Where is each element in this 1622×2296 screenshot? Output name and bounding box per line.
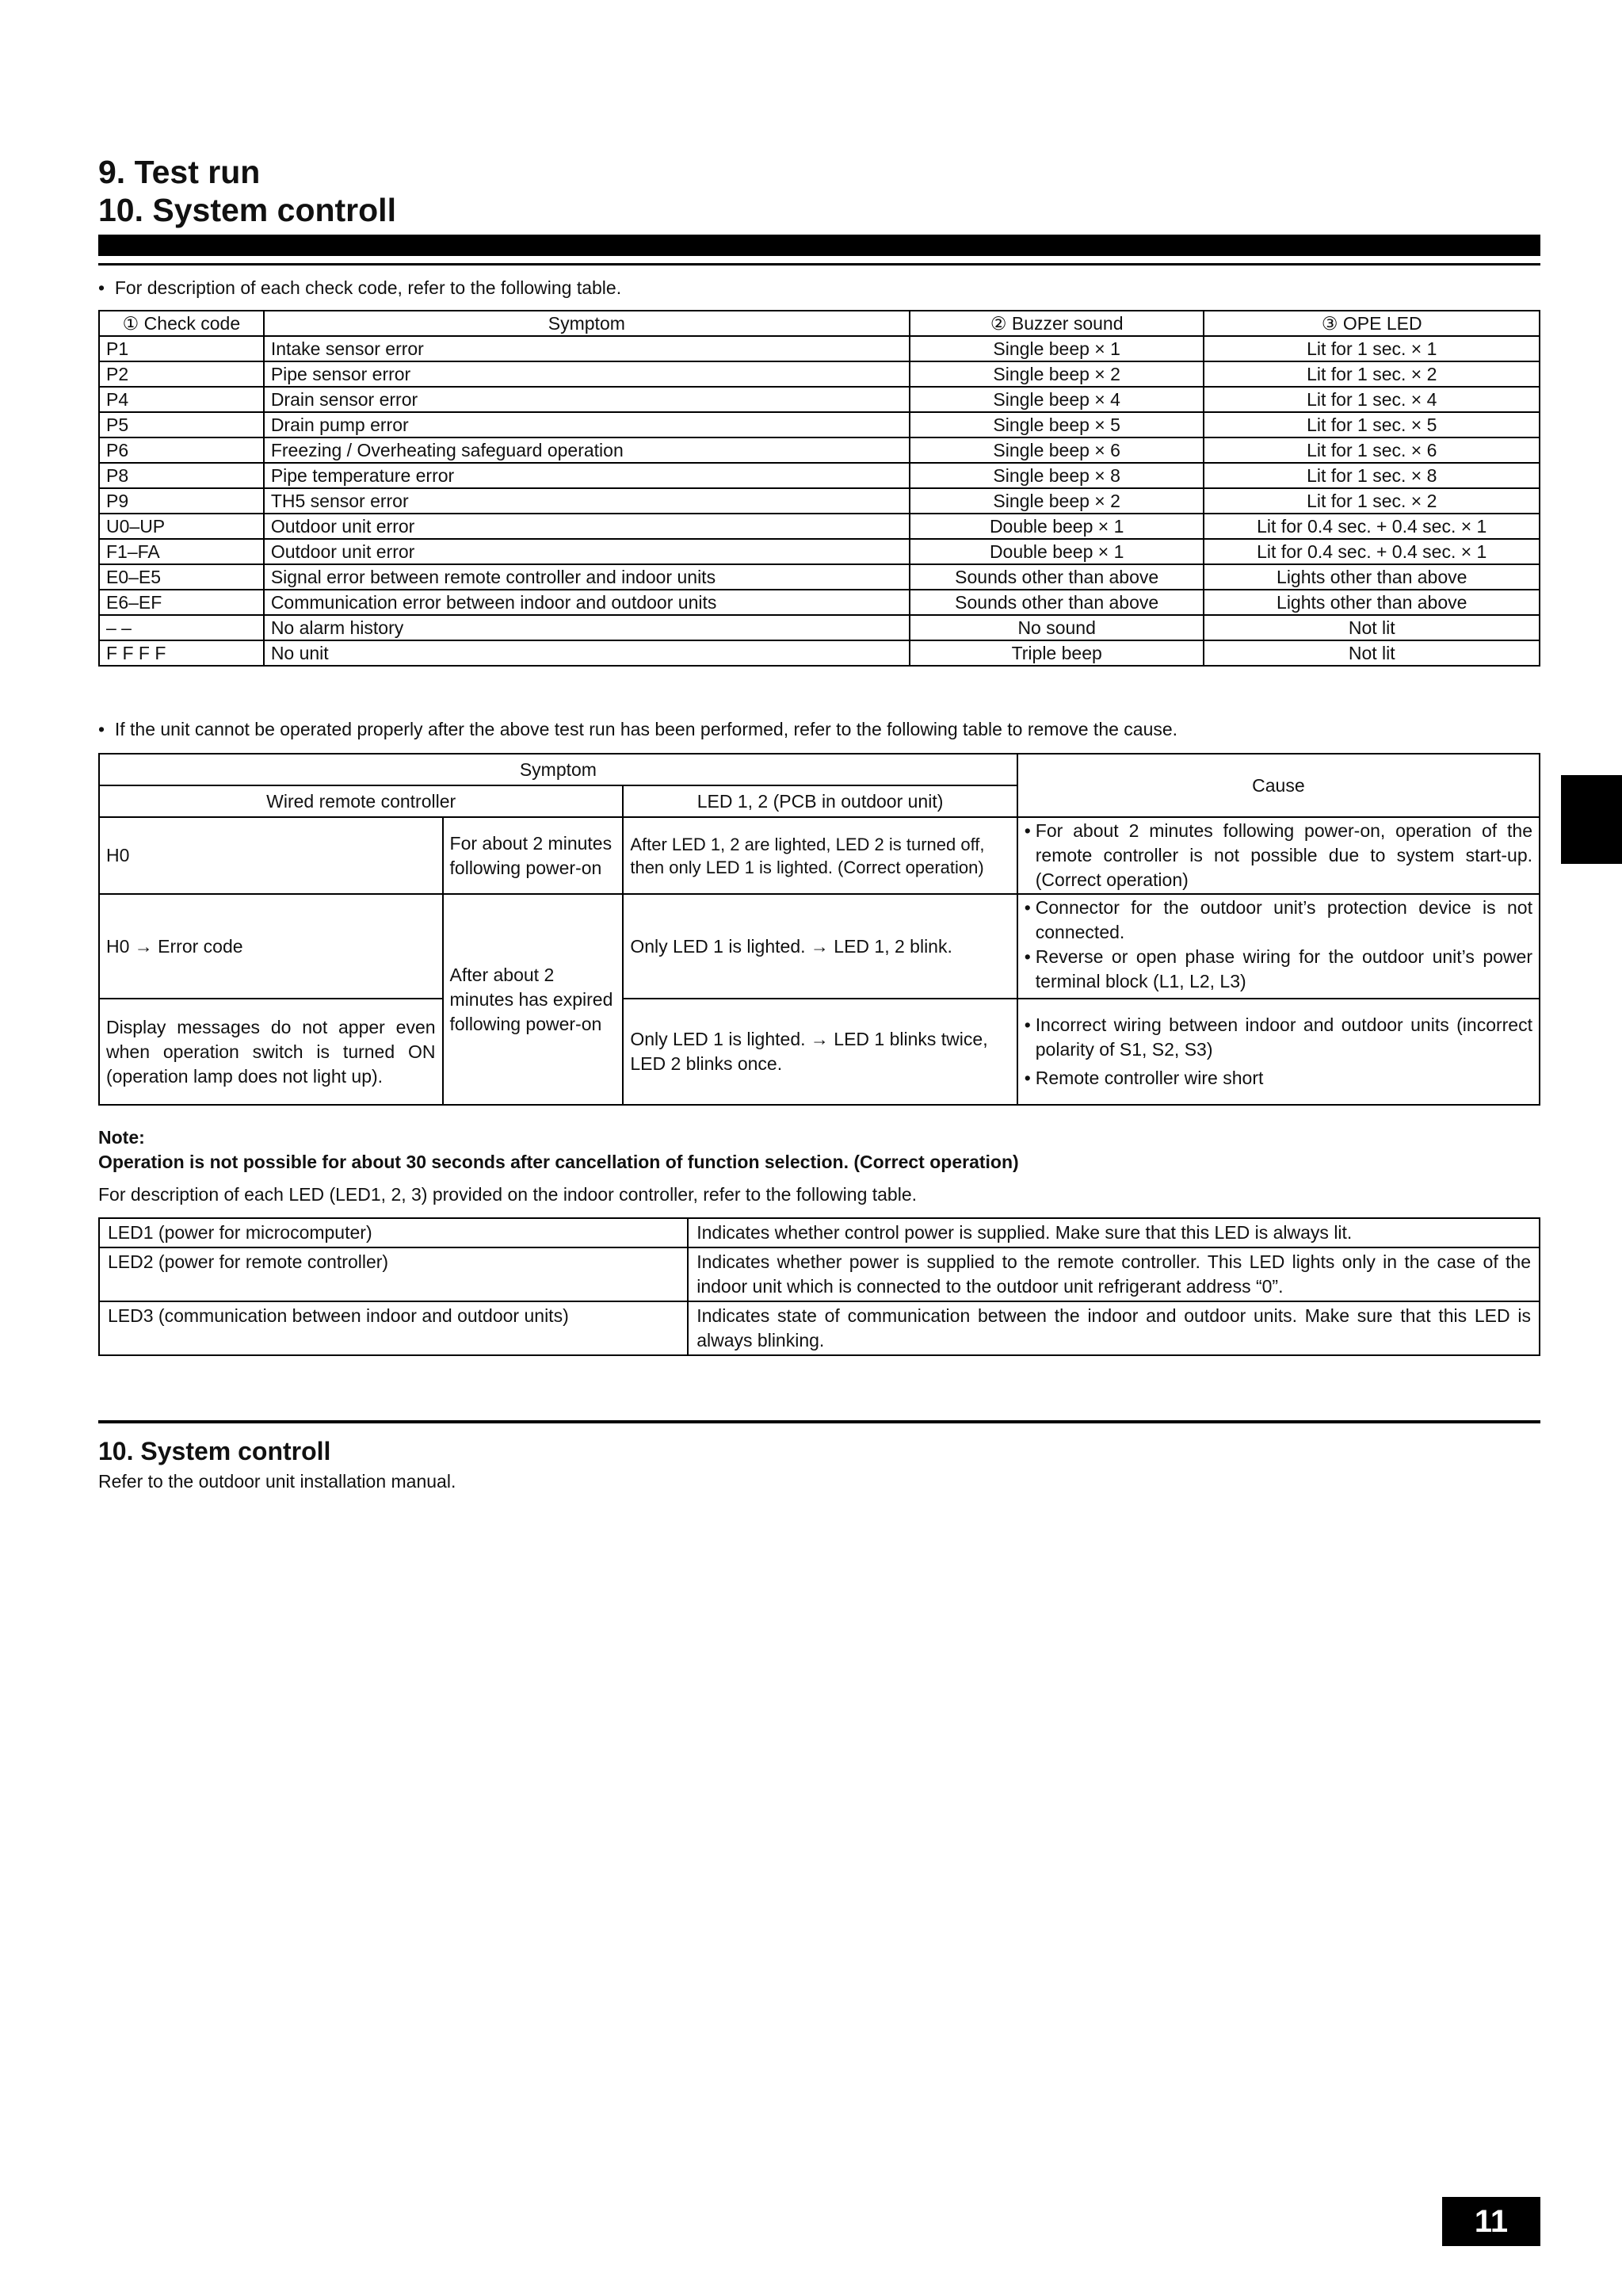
led-status: Only LED 1 is lighted. → LED 1 blinks twice, LED 2 blinks once. [623,999,1017,1105]
table-row [99,1301,1540,1355]
table-row [99,437,1540,463]
led-name: LED3 (communication between indoor and outdoor units) [99,1301,688,1355]
table-row [99,539,1540,564]
symptom: Drain pump error [264,412,910,437]
buzzer-sound: No sound [910,615,1204,640]
header-symptom: Symptom [264,311,910,336]
buzzer-sound: Single beep × 2 [910,361,1204,387]
bullet: • [1024,897,1031,918]
check-code: E6–EF [99,590,264,615]
section-rule [98,1420,1540,1423]
table-row [99,590,1540,615]
ope-led: Lit for 1 sec. × 4 [1204,387,1540,412]
cause-item [1025,1066,1532,1091]
ope-led: Lit for 0.4 sec. + 0.4 sec. × 1 [1204,514,1540,539]
symptom: Outdoor unit error [264,514,910,539]
check-code: F1–FA [99,539,264,564]
table-row [99,463,1540,488]
cause-cell [1017,817,1540,894]
table-row [99,894,1540,999]
ope-led: Lit for 1 sec. × 8 [1204,463,1540,488]
troubleshoot-table [98,753,1540,1106]
check-code: P6 [99,437,264,463]
page-number: 11 [1442,2197,1540,2246]
table-row [99,488,1540,514]
heading-rule-thick [98,235,1540,256]
check-code: – – [99,615,264,640]
section-10-text: Refer to the outdoor unit installation manual. [98,1471,456,1492]
ope-led: Lit for 1 sec. × 6 [1204,437,1540,463]
cause-text: For about 2 minutes following power-on, operation of the remote controller is not possible due to system start-up. (Correct operation) [1035,820,1532,890]
table-row [99,387,1540,412]
buzzer-sound: Single beep × 1 [910,336,1204,361]
symptom: Signal error between remote controller and indoor units [264,564,910,590]
buzzer-sound: Single beep × 6 [910,437,1204,463]
ope-led: Lit for 1 sec. × 5 [1204,412,1540,437]
check-code: P2 [99,361,264,387]
header-ope-led: ③ OPE LED [1204,311,1540,336]
table-row [99,1247,1540,1301]
symptom: No alarm history [264,615,910,640]
symptom: Pipe sensor error [264,361,910,387]
bullet: • [98,719,105,739]
check-code: P8 [99,463,264,488]
table-row [99,640,1540,666]
buzzer-sound: Sounds other than above [910,590,1204,615]
bullet: • [1024,820,1031,841]
table-row [99,336,1540,361]
ope-led: Lit for 0.4 sec. + 0.4 sec. × 1 [1204,539,1540,564]
wired-remote-value: Display messages do not apper even when operation switch is turned ON (operation lamp does not light up). [99,999,443,1105]
ope-led: Lights other than above [1204,564,1540,590]
led-name: LED2 (power for remote controller) [99,1247,688,1301]
led-table [98,1217,1540,1356]
cause-cell [1017,894,1540,999]
ope-led: Lit for 1 sec. × 1 [1204,336,1540,361]
table-row [99,615,1540,640]
note-text: Operation is not possible for about 30 seconds after cancellation of function selection. (Correct operation) [98,1152,1019,1172]
intro-check-code-text: For description of each check code, refer to the following table. [114,277,622,298]
table-row [99,564,1540,590]
header-wired-remote: Wired remote controller [99,785,623,817]
buzzer-sound: Double beep × 1 [910,514,1204,539]
cause-text: Remote controller wire short [1035,1068,1264,1088]
table-row [99,412,1540,437]
check-code: P4 [99,387,264,412]
bullet: • [1024,946,1031,967]
header-led12: LED 1, 2 (PCB in outdoor unit) [623,785,1017,817]
bullet: • [98,277,105,298]
led-description: Indicates whether power is supplied to the remote controller. This LED lights only in the case of the indoor unit which is connected to the outdoor unit refrigerant address “0”. [688,1247,1540,1301]
buzzer-sound: Single beep × 2 [910,488,1204,514]
check-code: U0–UP [99,514,264,539]
buzzer-sound: Triple beep [910,640,1204,666]
led-status: After LED 1, 2 are lighted, LED 2 is turned off, then only LED 1 is lighted. (Correct operation) [623,817,1017,894]
intro-troubleshoot-text: If the unit cannot be operated properly after the above test run has been performed, refer to the following table to remove the cause. [114,719,1178,739]
wired-remote-value: H0 [99,817,443,894]
ope-led: Not lit [1204,615,1540,640]
buzzer-sound: Sounds other than above [910,564,1204,590]
timing: After about 2 minutes has expired following power-on [443,894,624,1105]
buzzer-sound: Single beep × 8 [910,463,1204,488]
note-label: Note: [98,1127,145,1148]
heading-test-run: 9. Test run [98,154,261,190]
symptom: No unit [264,640,910,666]
check-code-table [98,310,1540,667]
symptom: Intake sensor error [264,336,910,361]
check-code: F F F F [99,640,264,666]
ope-led: Lit for 1 sec. × 2 [1204,361,1540,387]
symptom: TH5 sensor error [264,488,910,514]
side-tab-marker [1561,775,1622,864]
table-row [99,514,1540,539]
table-row [99,999,1540,1105]
table-row [99,361,1540,387]
cause-item [1025,896,1532,945]
symptom: Communication error between indoor and outdoor units [264,590,910,615]
check-code: P5 [99,412,264,437]
cause-item [1025,819,1532,892]
symptom: Freezing / Overheating safeguard operation [264,437,910,463]
led-intro: For description of each LED (LED1, 2, 3) provided on the indoor controller, refer to the following table. [98,1184,918,1205]
table-row [99,817,1540,894]
symptom: Drain sensor error [264,387,910,412]
cause-item [1025,1013,1532,1062]
header-cause: Cause [1017,754,1540,817]
cause-text: Incorrect wiring between indoor and outdoor units (incorrect polarity of S1, S2, S3) [1035,1014,1532,1060]
table-header-row [99,311,1540,336]
buzzer-sound: Single beep × 5 [910,412,1204,437]
cause-item [1025,945,1532,994]
check-code: P1 [99,336,264,361]
cause-text: Connector for the outdoor unit’s protection device is not connected. [1035,897,1532,942]
bullet: • [1024,1014,1031,1035]
intro-check-code [98,276,621,300]
wired-remote-value: H0 → Error code [99,894,443,999]
symptom: Outdoor unit error [264,539,910,564]
ope-led: Lit for 1 sec. × 2 [1204,488,1540,514]
table-row [99,1218,1540,1247]
check-code: E0–E5 [99,564,264,590]
led-name: LED1 (power for microcomputer) [99,1218,688,1247]
check-code: P9 [99,488,264,514]
buzzer-sound: Single beep × 4 [910,387,1204,412]
cause-text: Reverse or open phase wiring for the outdoor unit’s power terminal block (L1, L2, L3) [1035,946,1532,991]
heading-rule-thin [98,263,1540,266]
header-symptom: Symptom [99,754,1017,785]
buzzer-sound: Double beep × 1 [910,539,1204,564]
symptom: Pipe temperature error [264,463,910,488]
ope-led: Lights other than above [1204,590,1540,615]
cause-cell [1017,999,1540,1105]
intro-troubleshoot [98,717,1177,742]
timing: For about 2 minutes following power-on [443,817,624,894]
heading-system-controll: 10. System controll [98,192,396,228]
bullet: • [1024,1068,1031,1088]
led-description: Indicates state of communication between the indoor and outdoor units. Make sure that this LED is always blinking. [688,1301,1540,1355]
led-description: Indicates whether control power is supplied. Make sure that this LED is always lit. [688,1218,1540,1247]
header-buzzer-sound: ② Buzzer sound [910,311,1204,336]
header-check-code: ① Check code [99,311,264,336]
ope-led: Not lit [1204,640,1540,666]
led-status: Only LED 1 is lighted. → LED 1, 2 blink. [623,894,1017,999]
section-10-title: 10. System controll [98,1437,331,1465]
